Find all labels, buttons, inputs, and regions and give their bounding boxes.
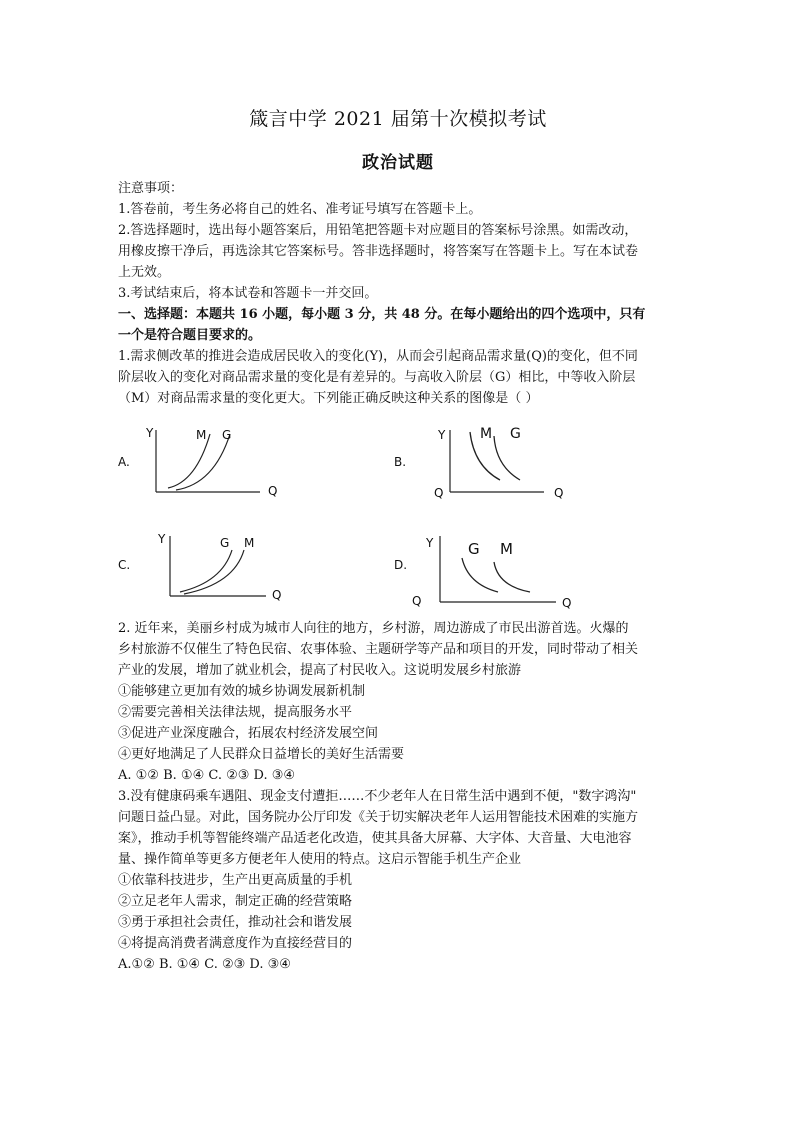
notice-item: 1.答卷前，考生务必将自己的姓名、准考证号填写在答题卡上。 [118, 202, 482, 217]
graph-svg [118, 530, 288, 606]
graph-svg [394, 530, 578, 610]
notice-heading: 注意事项： [118, 181, 184, 196]
section-heading-cont: 一个是符合题目要求的。 [118, 328, 262, 343]
x-axis-label: Q [268, 484, 278, 498]
graph-option-d [394, 530, 578, 610]
curve-label: G [468, 540, 480, 558]
graph-option-c [118, 530, 288, 606]
option-label: A. [118, 455, 130, 469]
question-2-line: 2. 近年来，美丽乡村成为城市人向往的地方，乡村游，周边游成了市民出游首选。火爆的 [118, 621, 629, 636]
option-label: B. [394, 455, 407, 469]
section-heading: 一、选择题：本题共 16 小题，每小题 3 分，共 48 分。在每小题给出的四个选项中，只有 [118, 307, 646, 322]
graph-option-b [394, 424, 574, 502]
question-3-line: 3.没有健康码乘车遇阻、现金支付遭拒……不少老年人在日常生活中遇到不便，"数字鸿沟" [118, 789, 637, 804]
y-axis-label: Y [158, 532, 166, 546]
question-3-line: 问题日益凸显。对此，国务院办公厅印发《关于切实解决老年人运用智能技术困难的实施方 [118, 810, 639, 825]
option-label: C. [118, 558, 131, 572]
question-2-option: ③促进产业深度融合，拓展农村经济发展空间 [118, 726, 379, 741]
question-3-option: ①依靠科技进步，生产出更高质量的手机 [118, 873, 353, 888]
notice-item: 用橡皮擦干净后，再选涂其它答案标号。答非选择题时，将答案写在答题卡上。写在本试卷 [118, 244, 639, 259]
question-2-option: ②需要完善相关法律法规，提高服务水平 [118, 705, 353, 720]
question-2-line: 乡村旅游不仅催生了特色民宿、农事体验、主题研学等产品和项目的开发，同时带动了相关 [118, 642, 639, 657]
question-3-option: ③勇于承担社会责任，推动社会和谐发展 [118, 915, 353, 930]
notice-item: 上无效。 [118, 265, 171, 280]
option-label: D. [394, 558, 408, 572]
curve-label: G [220, 536, 230, 550]
y-axis-label: Y [146, 426, 154, 440]
notice-item: 2.答选择题时，选出每小题答案后，用铅笔把答题卡对应题目的答案标号涂黑。如需改动， [118, 223, 638, 238]
question-2-option: ④更好地满足了人民群众日益增长的美好生活需要 [118, 747, 405, 762]
curve-label: M [244, 536, 255, 550]
question-3-answers: A.①② B. ①④ C. ②③ D. ③④ [118, 957, 291, 972]
question-2-line: 产业的发展，增加了就业机会，提高了村民收入。这说明发展乡村旅游 [118, 663, 522, 678]
y-axis-label: Y [438, 428, 446, 442]
graph-option-a [118, 424, 288, 500]
question-1-line: 1.需求侧改革的推进会造成居民收入的变化(Y)，从而会引起商品需求量(Q)的变化，但不同 [118, 349, 638, 364]
question-1-line: （M）对商品需求量的变化更大。下列能正确反映这种关系的图像是（ ） [118, 391, 539, 406]
curve-label: G [222, 428, 232, 442]
origin-label: Q [412, 594, 422, 608]
question-2-answers: A. ①② B. ①④ C. ②③ D. ③④ [118, 768, 296, 783]
notice-item: 3.考试结束后，将本试卷和答题卡一并交回。 [118, 286, 378, 301]
curve-label: M [480, 426, 493, 442]
question-3-option: ②立足老年人需求，制定正确的经营策略 [118, 894, 353, 909]
x-axis-label: Q [562, 596, 572, 610]
page-title: 箴言中学 2021 届第十次模拟考试 [249, 108, 547, 130]
curve-label: G [510, 426, 521, 442]
curve-label: M [500, 540, 513, 558]
x-axis-label: Q [272, 588, 282, 602]
question-3-option: ④将提高消费者满意度作为直接经营目的 [118, 936, 353, 951]
page-subtitle: 政治试题 [362, 153, 434, 173]
curve-label: M [196, 428, 207, 442]
question-1-line: 阶层收入的变化对商品需求量的变化是有差异的。与高收入阶层（G）相比，中等收入阶层 [118, 370, 636, 385]
origin-label: Q [434, 486, 444, 500]
question-3-line: 量、操作简单等更多方便老年人使用的特点。这启示智能手机生产企业 [118, 852, 522, 867]
question-2-option: ①能够建立更加有效的城乡协调发展新机制 [118, 684, 366, 699]
x-axis-label: Q [554, 486, 564, 500]
question-3-line: 案》，推动手机等智能终端产品适老化改造，使其具备大屏幕、大字体、大音量、大电池容 [118, 831, 632, 846]
y-axis-label: Y [426, 536, 434, 550]
